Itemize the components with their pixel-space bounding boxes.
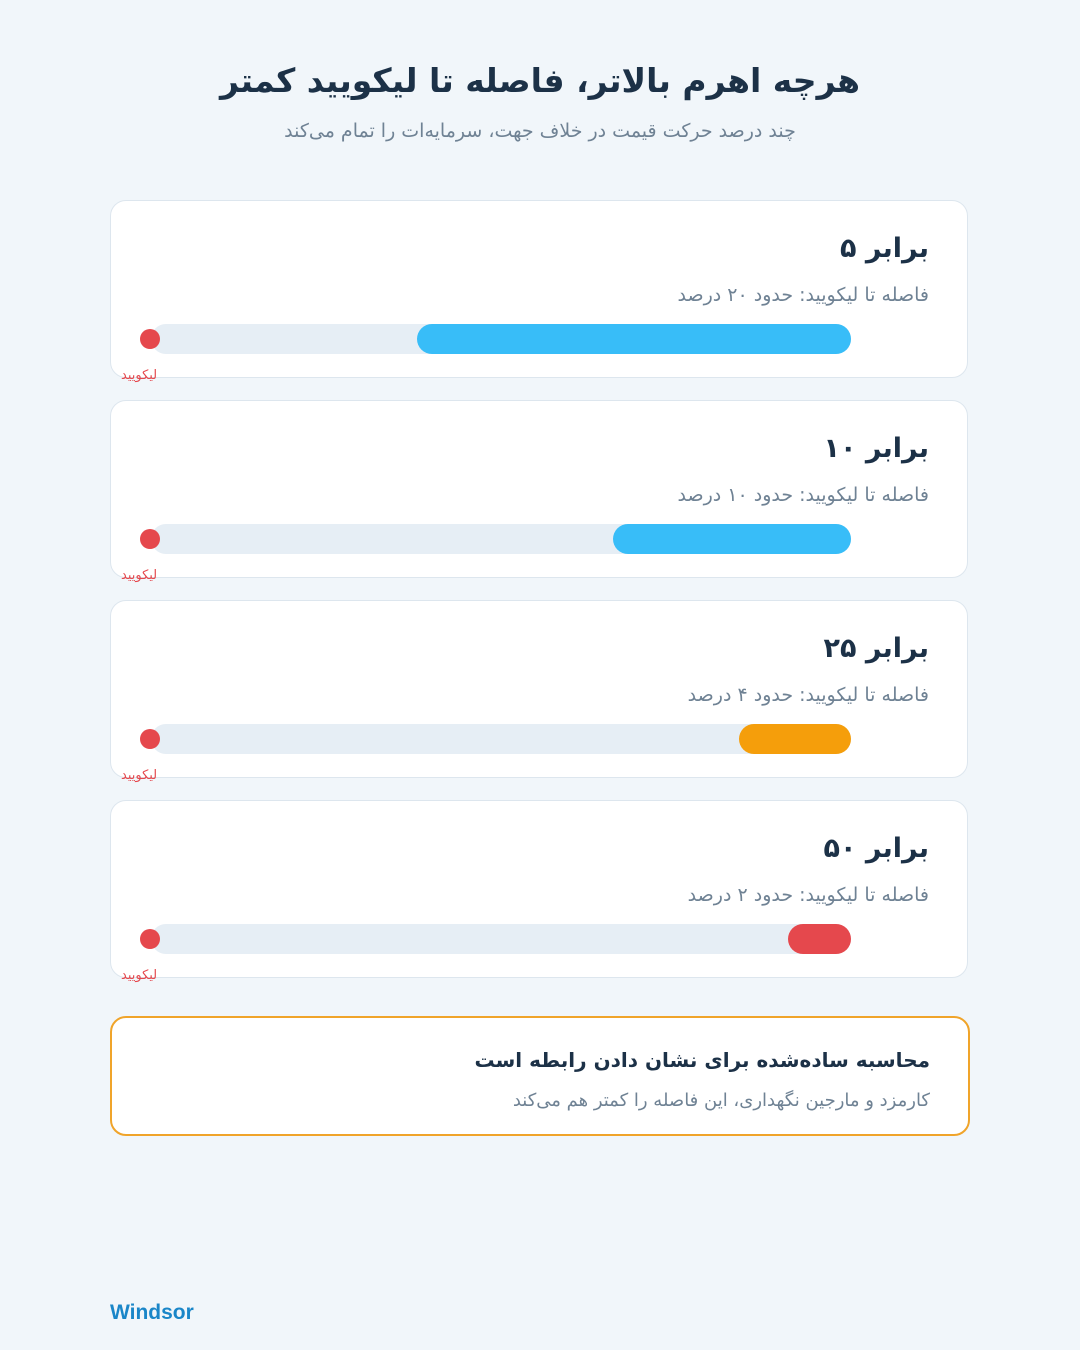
distance-bar-track [151,524,851,554]
distance-bar-fill [613,524,851,554]
page-title: هرچه اهرم بالاتر، فاصله تا لیکویید کمتر [220,61,860,100]
leverage-card-50x [110,800,968,983]
liquidation-label: لیکویید [121,568,158,583]
note-title: محاسبه ساده‌شده برای نشان دادن رابطه است [474,1048,930,1072]
distance-bar-track [151,924,851,954]
distance-bar-track [151,324,851,354]
distance-bar-fill [417,324,851,354]
liquidation-label: لیکویید [121,968,158,983]
note-text: کارمزد و مارجین نگهداری، این فاصله را کمتر هم می‌کند [512,1090,930,1111]
card-title: برابر ۱۰ [823,433,929,464]
liquidation-label: لیکویید [121,368,158,383]
distance-bar-fill [788,924,851,954]
page-subtitle: چند درصد حرکت قیمت در خلاف جهت، سرمایه‌ات را تمام می‌کند [284,120,796,142]
disclaimer-note [110,1016,970,1136]
leverage-card-25x [110,600,968,783]
distance-bar-fill [739,724,851,754]
card-title: برابر ۲۵ [823,633,929,664]
card-subtitle: فاصله تا لیکویید: حدود ۱۰ درصد [677,484,929,506]
leverage-card-10x [110,400,968,583]
liquidation-label: لیکویید [121,768,158,783]
card-subtitle: فاصله تا لیکویید: حدود ۴ درصد [687,684,929,706]
card-subtitle: فاصله تا لیکویید: حدود ۲۰ درصد [677,284,929,306]
liquidation-dot [140,529,160,549]
card-title: برابر ۵ [839,233,929,264]
header [0,56,1080,146]
liquidation-dot [140,329,160,349]
liquidation-dot [140,729,160,749]
brand-logo: Windsor [110,1301,194,1324]
leverage-card-5x [110,200,968,383]
card-title: برابر ۵۰ [823,833,929,864]
liquidation-dot [140,929,160,949]
card-subtitle: فاصله تا لیکویید: حدود ۲ درصد [687,884,929,906]
distance-bar-track [151,724,851,754]
